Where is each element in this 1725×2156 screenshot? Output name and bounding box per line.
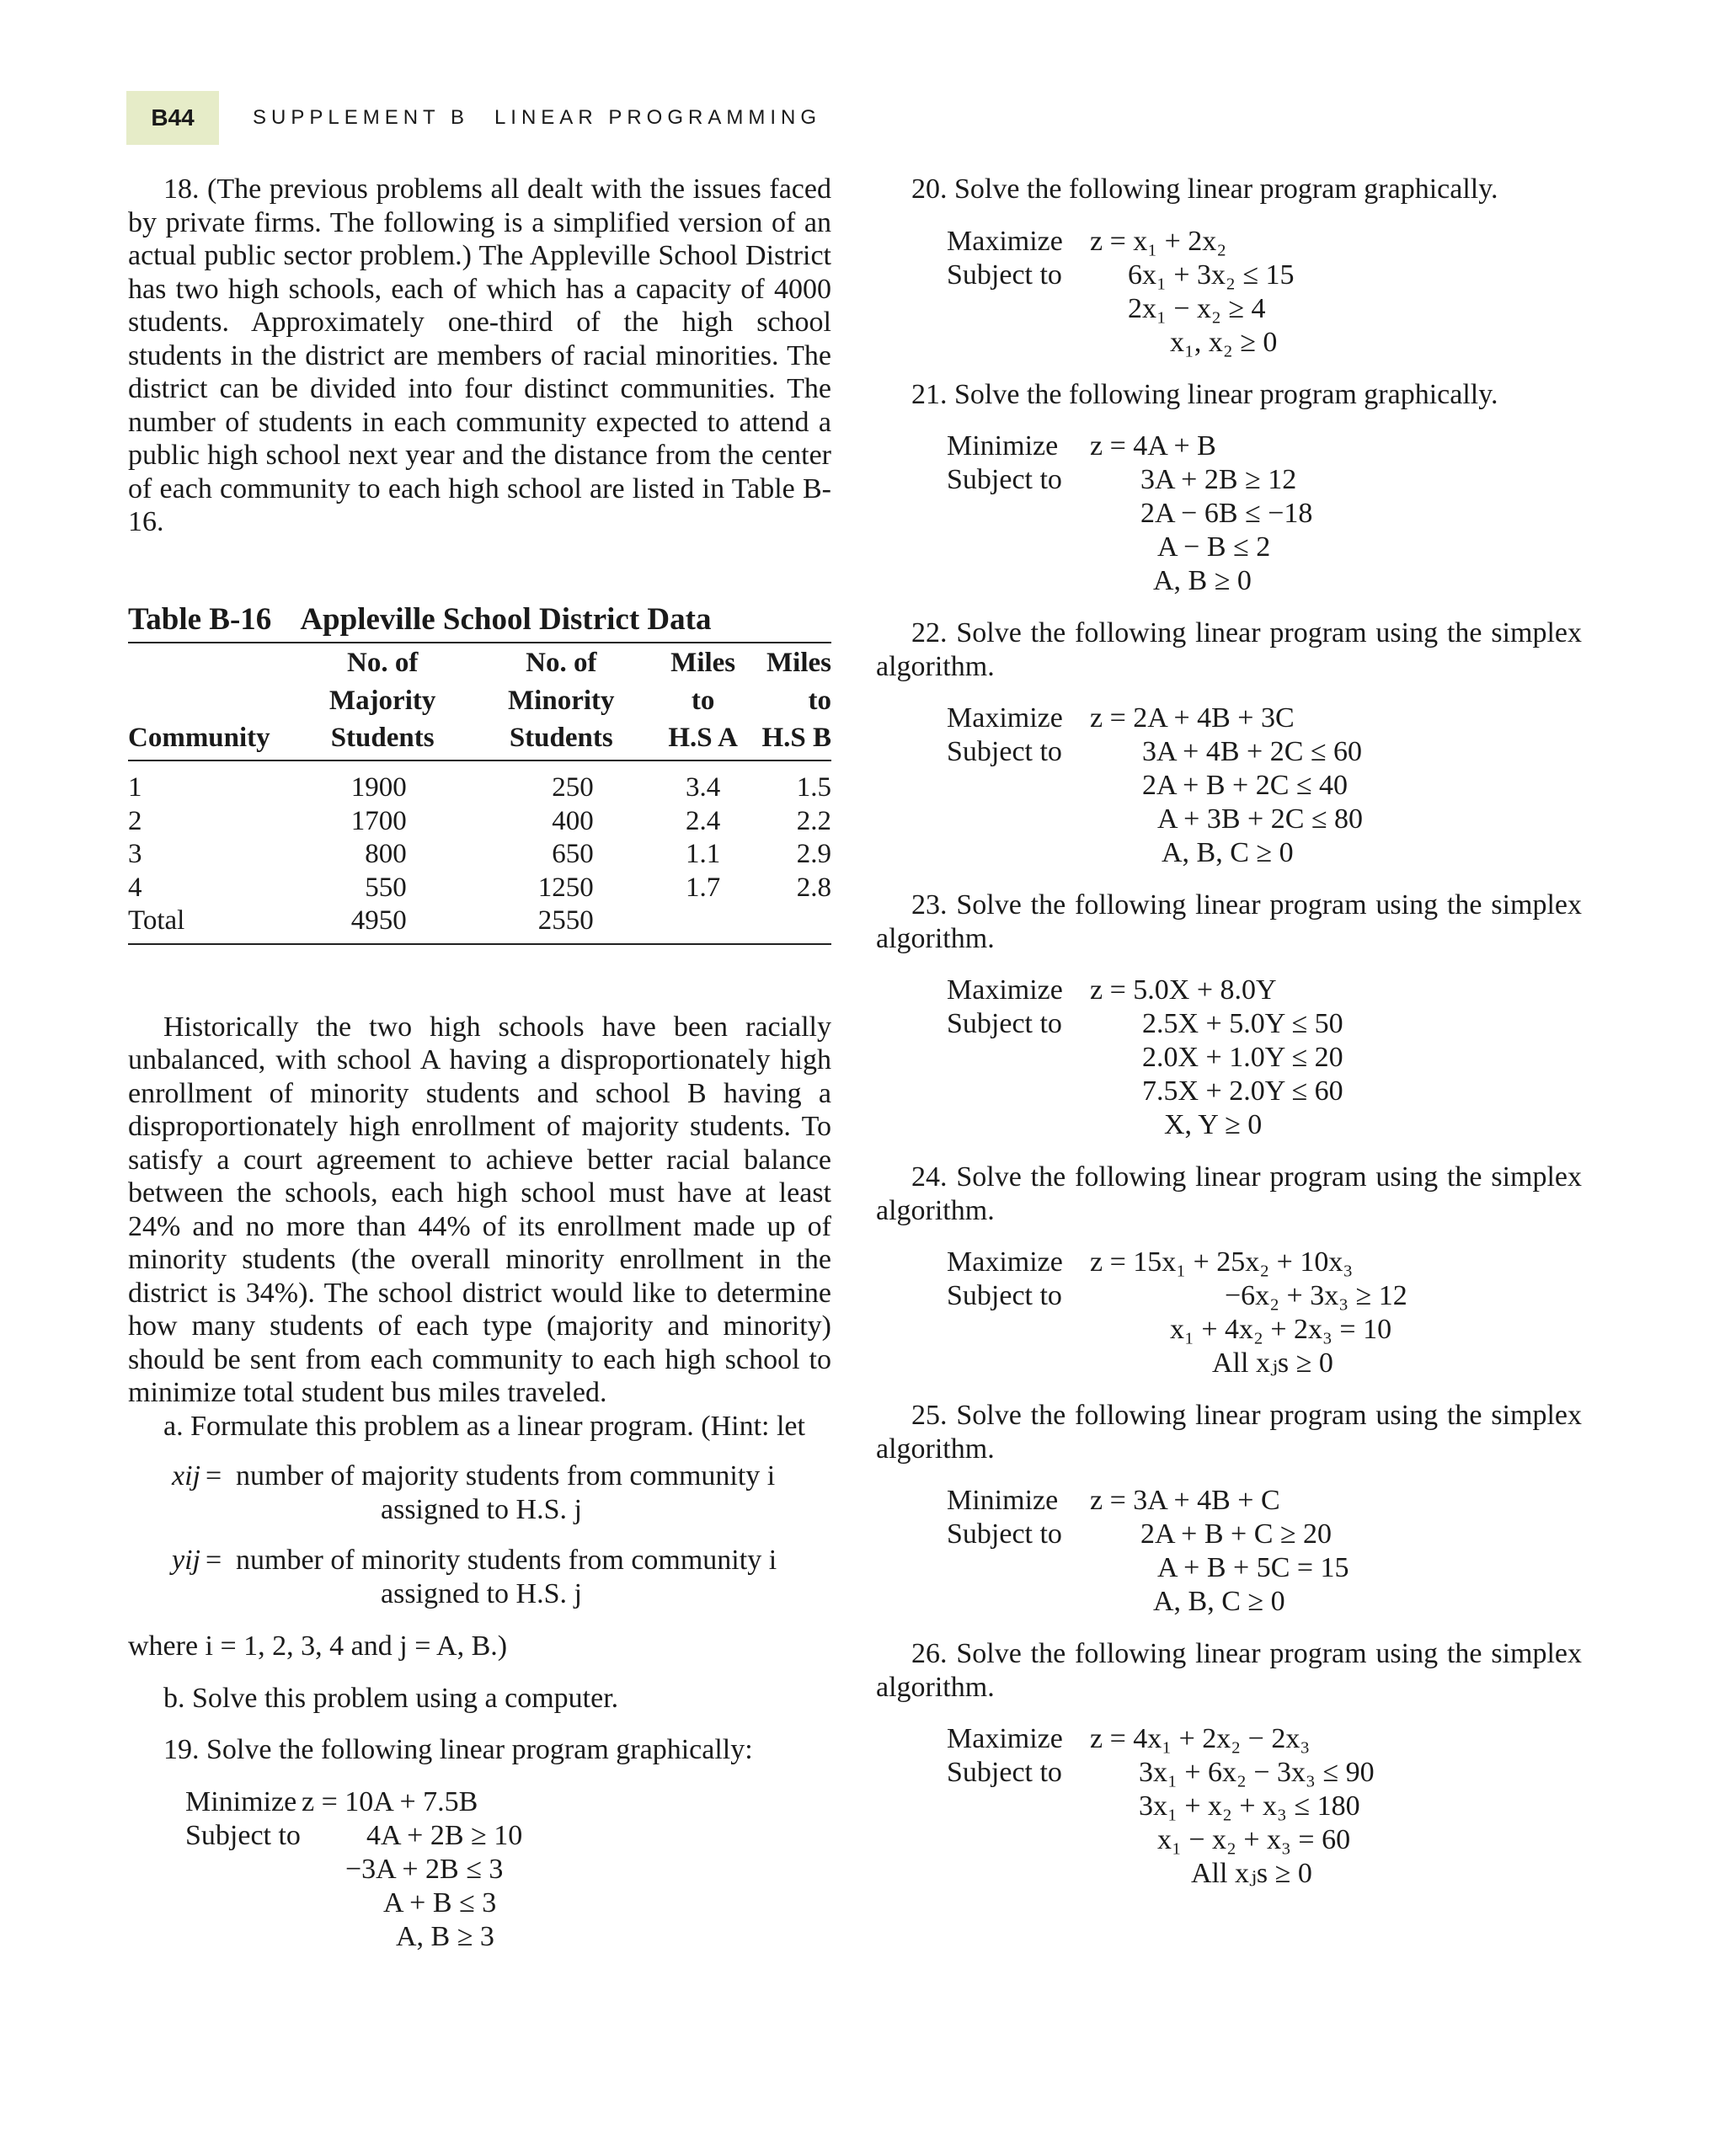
problem-26-prompt-text: 26. Solve the following linear program using the simplex algorithm. <box>876 1638 1582 1703</box>
running-head-topic: LINEAR PROGRAMMING <box>494 106 821 129</box>
table-header-row <box>128 685 831 718</box>
problem-22-program <box>947 702 1582 870</box>
header-cell: H.S A <box>668 722 738 753</box>
header-cell: Community <box>128 722 270 753</box>
constraint: 7.5X + 2.0Y ≤ 60 <box>1142 1075 1343 1107</box>
objective-label: Maximize <box>947 1723 1063 1754</box>
table-cell: 1900 <box>350 772 407 803</box>
table-cell: 1.7 <box>686 872 721 903</box>
table-cell: 250 <box>552 772 594 803</box>
header-cell: Students <box>509 722 613 753</box>
table-cell: 4 <box>128 872 142 903</box>
table-cell: 650 <box>552 839 594 869</box>
objective-label: Minimize <box>947 1485 1059 1516</box>
table-cell: 1.1 <box>686 839 721 869</box>
problem-24-prompt <box>876 1161 1582 1227</box>
right-column <box>876 173 1582 1891</box>
problem-23-prompt <box>876 889 1582 955</box>
table-cell <box>750 905 831 944</box>
header-cell: H.S B <box>761 722 831 753</box>
constraint: 4A + 2B ≥ 10 <box>366 1819 523 1851</box>
constraint: 2.0X + 1.0Y ≤ 20 <box>1142 1042 1343 1073</box>
subject-to-label: Subject to <box>947 1280 1062 1311</box>
left-column <box>128 173 831 1954</box>
header-cell: to <box>808 686 831 716</box>
data-table <box>128 642 831 945</box>
objective-function: z = 4A + B <box>1090 430 1216 462</box>
constraint: 3x₁ + 6x₂ − 3x₃ ≤ 90 <box>1139 1757 1375 1788</box>
constraint: X, Y ≥ 0 <box>1164 1109 1263 1140</box>
problem-23-program <box>947 974 1582 1142</box>
table-cell: 1700 <box>350 805 407 836</box>
constraint: 3A + 2B ≥ 12 <box>1140 464 1297 495</box>
definition-x-symbol: xij <box>172 1460 200 1492</box>
problem-25-prompt-text: 25. Solve the following linear program using the simplex algorithm. <box>876 1400 1582 1465</box>
problem-23-prompt-text: 23. Solve the following linear program using the simplex algorithm. <box>876 889 1582 954</box>
problem-22-prompt <box>876 616 1582 683</box>
problem-19-program <box>185 1785 831 1954</box>
running-head <box>253 106 821 130</box>
objective-label: Minimize <box>185 1785 297 1817</box>
table-row <box>128 805 831 839</box>
problem-21-prompt: 21. Solve the following linear program graphically. <box>911 378 1498 410</box>
problem-26-prompt <box>876 1637 1582 1704</box>
table-cell: 4950 <box>350 905 407 936</box>
objective-function: z = 2A + 4B + 3C <box>1090 702 1295 734</box>
constraint: A + B ≤ 3 <box>383 1886 497 1919</box>
table-title <box>128 601 831 638</box>
constraint: 2A − 6B ≤ −18 <box>1140 498 1313 529</box>
header-cell: to <box>691 686 715 716</box>
problem-22-prompt-text: 22. Solve the following linear program using the simplex algorithm. <box>876 617 1582 682</box>
constraint: x₁ − x₂ + x₃ = 60 <box>1157 1824 1351 1855</box>
constraint: 3x₁ + x₂ + x₃ ≤ 180 <box>1139 1790 1360 1822</box>
constraint: A, B ≥ 0 <box>1153 565 1252 596</box>
constraint: 2x₁ − x₂ ≥ 4 <box>1128 292 1266 324</box>
table-cell: 2.4 <box>686 805 721 836</box>
header-cell <box>128 643 300 686</box>
constraint: 6x₁ + 3x₂ ≤ 15 <box>1128 259 1295 291</box>
constraint: A, B, C ≥ 0 <box>1153 1586 1285 1617</box>
constraint: A, B ≥ 3 <box>396 1920 494 1952</box>
table-cell: 2.8 <box>796 872 831 903</box>
objective-label: Maximize <box>947 974 1063 1006</box>
subject-to-label: Subject to <box>947 1757 1062 1788</box>
constraint: 3A + 4B + 2C ≤ 60 <box>1142 736 1363 767</box>
problem-21-program <box>947 430 1582 598</box>
constraint: A + 3B + 2C ≤ 80 <box>1157 803 1364 835</box>
table-row <box>128 838 831 872</box>
table-caption: Appleville School District Data <box>300 601 712 637</box>
table-header-row <box>128 643 831 686</box>
problem-18-body: Historically the two high schools have been racially unbalanced, with school A having a disproportionately high enrollment of minority students and school B having a disproportionately high enrollment of majority students. To satisfy a court agreement to achieve better racial balance between the schools, each high school must have at least 24% and no more than 44% of its enrollment made up of minority students (the overall minority enrollment in the district is 34%). The school district would like to determine how many students of each type (majority and minority) should be sent from each community to each high school to minimize total student bus miles traveled. <box>128 1011 831 1408</box>
header-cell: Miles <box>766 647 831 678</box>
constraint: 2.5X + 5.0Y ≤ 50 <box>1142 1008 1343 1039</box>
constraint: All xⱼs ≥ 0 <box>1191 1858 1312 1889</box>
constraint: x₁ + 4x₂ + 2x₃ = 10 <box>1170 1314 1392 1345</box>
objective-function: z = 4x₁ + 2x₂ − 2x₃ <box>1090 1723 1311 1754</box>
table-cell: 3.4 <box>686 772 721 803</box>
objective-function: z = x₁ + 2x₂ <box>1090 225 1227 257</box>
page-number-badge: B44 <box>126 91 219 145</box>
subject-to-label: Subject to <box>185 1819 301 1851</box>
table-cell: 1250 <box>537 872 594 903</box>
subject-to-label: Subject to <box>947 736 1062 767</box>
problem-24-program <box>947 1246 1582 1380</box>
problem-25-prompt <box>876 1399 1582 1465</box>
objective-label: Maximize <box>947 702 1063 734</box>
table-cell: 2 <box>128 805 142 836</box>
objective-function: z = 15x₁ + 25x₂ + 10x₃ <box>1090 1246 1354 1278</box>
objective-function: z = 10A + 7.5B <box>302 1785 478 1817</box>
subject-to-label: Subject to <box>947 259 1062 291</box>
problem-18-intro: 18. (The previous problems all dealt with the issues faced by private firms. The following is a simplified version of an actual public sector problem.) The Appleville School District has two high schools, each of which has a capacity of 4000 students. Approximately one-third of the high school students in the district are members of racial minorities. The district can be divided into four distinct communities. The number of students in each community expected to attend a public high school next year and the distance from the center of each community to each high school are listed in Table B-16. <box>128 173 831 537</box>
objective-label: Maximize <box>947 1246 1063 1278</box>
constraint: 2A + B + C ≥ 20 <box>1140 1518 1332 1550</box>
problem-19-prompt: 19. Solve the following linear program graphically: <box>163 1734 753 1765</box>
definition-y-line1: number of minority students from community i <box>236 1545 777 1576</box>
table-cell: 3 <box>128 839 142 869</box>
constraint: −6x₂ + 3x₃ ≥ 12 <box>1225 1280 1407 1311</box>
table-cell: 2.2 <box>796 805 831 836</box>
definition-y <box>128 1544 831 1611</box>
constraint: x₁, x₂ ≥ 0 <box>1170 326 1278 358</box>
objective-function: z = 3A + 4B + C <box>1090 1485 1280 1516</box>
problem-18-part-a: a. Formulate this problem as a linear program. (Hint: let <box>163 1410 805 1442</box>
table-cell: 550 <box>365 872 407 903</box>
subject-to-label: Subject to <box>947 1008 1062 1039</box>
constraint: 2A + B + 2C ≤ 40 <box>1142 770 1348 801</box>
definition-y-line2: assigned to H.S. j <box>381 1578 582 1609</box>
equals-sign: = <box>206 1460 222 1492</box>
header-cell: Students <box>330 722 435 753</box>
table-cell <box>657 905 750 944</box>
subject-to-label: Subject to <box>947 464 1062 495</box>
problem-20-program <box>947 225 1582 360</box>
header-cell: No. of <box>346 647 419 678</box>
table-cell: 1 <box>128 772 142 803</box>
definition-y-symbol: yij <box>172 1545 200 1576</box>
problem-26-program <box>947 1722 1582 1891</box>
constraint: A − B ≤ 2 <box>1157 531 1271 563</box>
table-cell: 2550 <box>537 905 594 936</box>
definition-x <box>128 1460 831 1527</box>
table-row-total <box>128 905 831 944</box>
definition-x-line1: number of majority students from community i <box>236 1460 776 1492</box>
header-cell: Majority <box>328 686 436 716</box>
header-cell: No. of <box>526 647 597 678</box>
header-cell <box>128 685 300 718</box>
table-cell: Total <box>128 905 185 936</box>
objective-function: z = 5.0X + 8.0Y <box>1090 974 1277 1006</box>
objective-label: Minimize <box>947 430 1059 462</box>
problem-24-prompt-text: 24. Solve the following linear program using the simplex algorithm. <box>876 1161 1582 1226</box>
header-cell: Miles <box>670 647 736 678</box>
problem-18-where: where i = 1, 2, 3, 4 and j = A, B.) <box>128 1630 508 1662</box>
constraint: All xⱼs ≥ 0 <box>1212 1348 1333 1379</box>
table-cell: 1.5 <box>796 772 831 803</box>
constraint: A + B + 5C = 15 <box>1157 1552 1349 1583</box>
running-head-supplement: SUPPLEMENT B <box>253 106 469 129</box>
objective-label: Maximize <box>947 225 1063 257</box>
problem-20-prompt: 20. Solve the following linear program graphically. <box>911 173 1498 205</box>
table-cell: 800 <box>365 839 407 869</box>
constraint: −3A + 2B ≤ 3 <box>345 1853 504 1885</box>
table-cell: 400 <box>552 805 594 836</box>
constraint: A, B, C ≥ 0 <box>1162 837 1294 868</box>
table-label: Table B-16 <box>128 601 272 637</box>
equals-sign: = <box>206 1545 222 1576</box>
table-row <box>128 872 831 905</box>
problem-25-program <box>947 1484 1582 1619</box>
problem-18-part-b: b. Solve this problem using a computer. <box>163 1682 619 1714</box>
definition-x-line2: assigned to H.S. j <box>381 1494 582 1525</box>
table-cell: 2.9 <box>796 839 831 869</box>
table-header-row <box>128 718 831 761</box>
table-row <box>128 760 831 805</box>
subject-to-label: Subject to <box>947 1518 1062 1550</box>
header-cell: Minority <box>508 686 615 716</box>
